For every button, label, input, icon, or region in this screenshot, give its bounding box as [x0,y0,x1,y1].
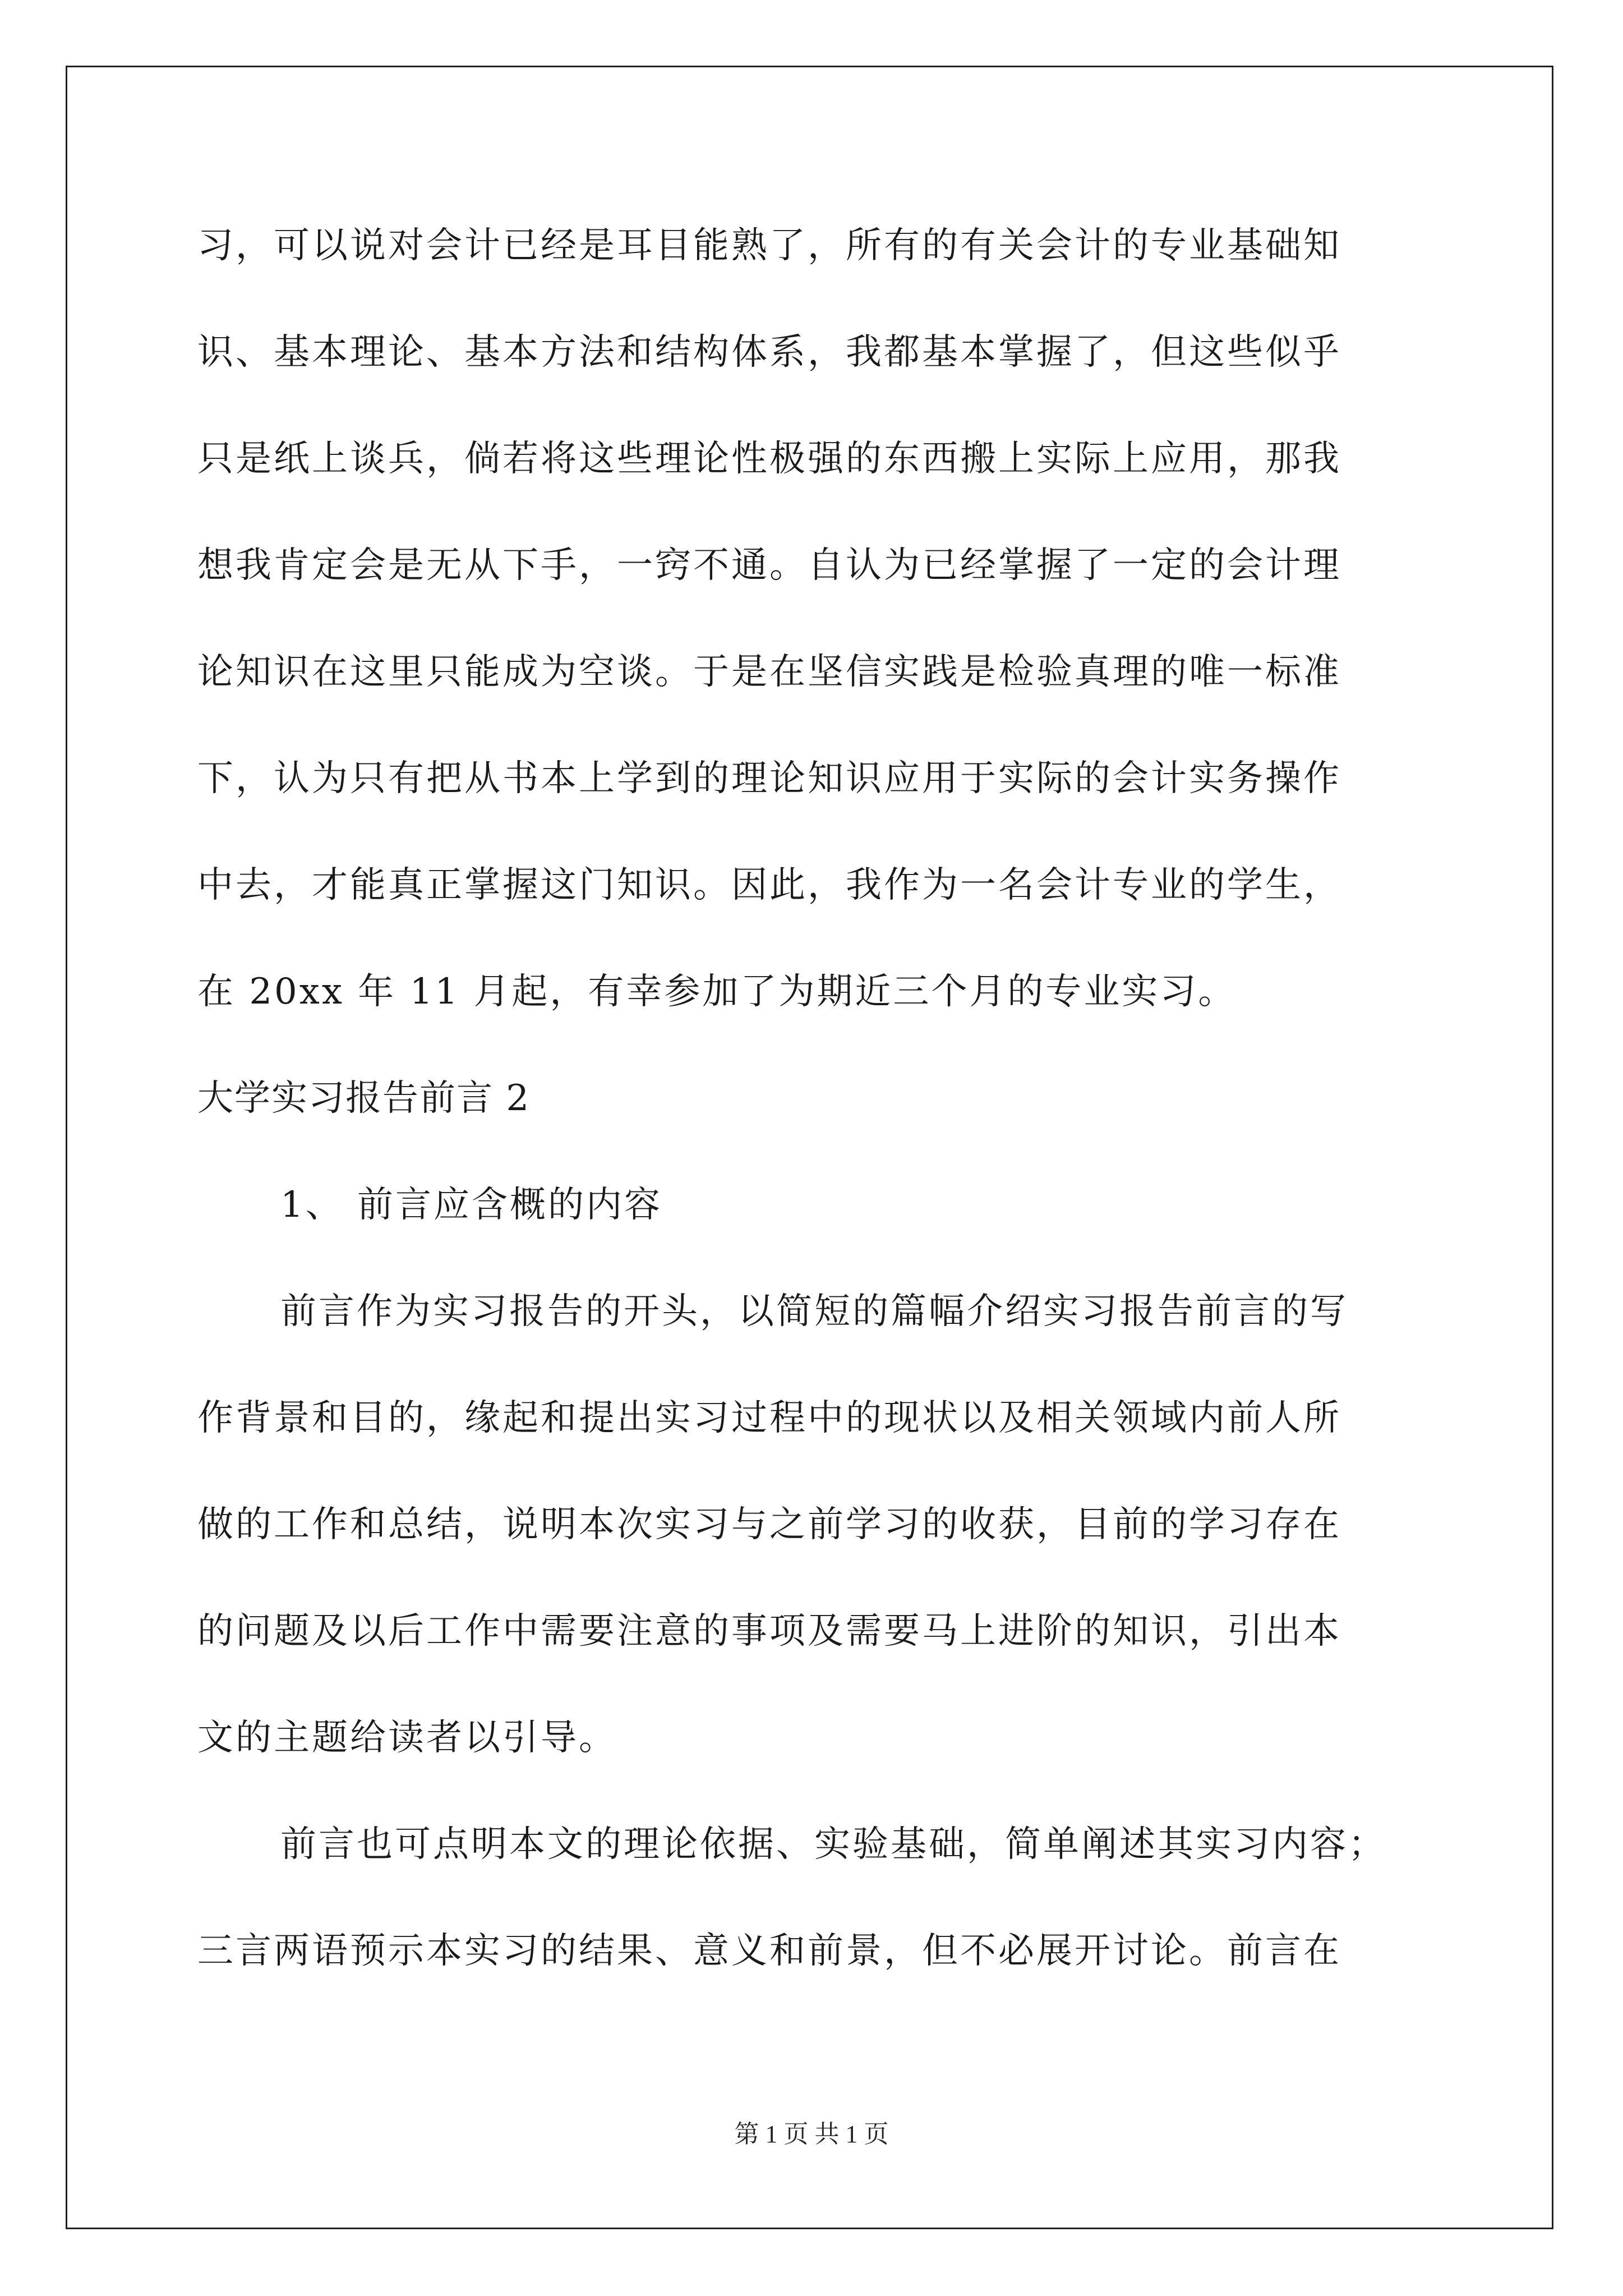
page-border [66,66,1553,2229]
paragraph-first-line: 前言也可点明本文的理论依据、实验基础，简单阐述其实习内容； [280,1824,1386,1865]
section-heading: 大学实习报告前言 2 [197,1078,531,1119]
body-text-line: 文的主题给读者以引导。 [197,1717,617,1759]
body-text-line: 中去，才能真正掌握这门知识。因此，我作为一名会计专业的学生， [197,864,1341,906]
body-text-line: 三言两语预示本实习的结果、意义和前景，但不必展开讨论。前言在 [197,1930,1341,1972]
body-text-line: 识、基本理论、基本方法和结构体系，我都基本掌握了，但这些似乎 [197,332,1341,373]
body-text-line: 下，认为只有把从书本上学到的理论知识应用于实际的会计实务操作 [197,758,1341,799]
body-text-line: 的问题及以后工作中需要注意的事项及需要马上进阶的知识，引出本 [197,1611,1341,1652]
body-text-line: 想我肯定会是无从下手，一窍不通。自认为已经掌握了一定的会计理 [197,545,1341,586]
body-text-line: 只是纸上谈兵，倘若将这些理论性极强的东西搬上实际上应用，那我 [197,438,1341,480]
body-text-line: 作背景和目的，缘起和提出实习过程中的现状以及相关领域内前人所 [197,1397,1341,1439]
body-text-line: 论知识在这里只能成为空谈。于是在坚信实践是检验真理的唯一标准 [197,651,1341,693]
body-text-line: 做的工作和总结，说明本次实习与之前学习的收获，目前的学习存在 [197,1504,1341,1545]
body-text-line: 习，可以说对会计已经是耳目能熟了，所有的有关会计的专业基础知 [197,225,1341,266]
body-text-line: 在 20xx 年 11 月起，有幸参加了为期近三个月的专业实习。 [197,971,1237,1013]
page-footer: 第 1 页 共 1 页 [734,2120,889,2148]
paragraph-first-line: 前言作为实习报告的开头，以简短的篇幅介绍实习报告前言的写 [280,1291,1348,1332]
subsection-heading: 1、 前言应含概的内容 [280,1184,663,1226]
